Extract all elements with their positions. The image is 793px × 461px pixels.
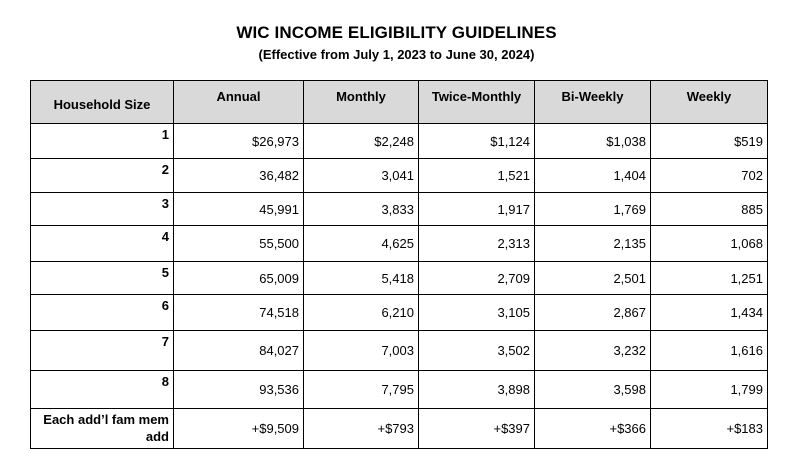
monthly-cell: 7,795 (304, 371, 419, 409)
table-row (31, 159, 768, 193)
monthly-cell: 5,418 (304, 262, 419, 295)
document-title: WIC INCOME ELIGIBILITY GUIDELINES (236, 23, 557, 42)
monthly-cell: 6,210 (304, 295, 419, 331)
additional-member-label-line2: add (145, 429, 169, 444)
monthly-cell: $2,248 (304, 124, 419, 159)
bi-weekly-cell: 2,867 (535, 295, 651, 331)
bi-weekly-cell: 2,501 (535, 262, 651, 295)
table-header-row (31, 81, 768, 124)
twice-monthly-cell: 2,313 (419, 226, 535, 262)
weekly-cell: 1,799 (651, 371, 768, 409)
table-row (31, 262, 768, 295)
household-size-cell: 6 (31, 295, 174, 331)
twice-monthly-cell: 3,105 (419, 295, 535, 331)
household-size-cell: 4 (31, 226, 174, 262)
household-size-cell: 5 (31, 262, 174, 295)
annual-cell: 84,027 (174, 331, 304, 371)
twice-monthly-cell: 3,898 (419, 371, 535, 409)
twice-monthly-cell: 1,521 (419, 159, 535, 193)
bi-weekly-cell: 1,404 (535, 159, 651, 193)
header-annual: Annual (174, 81, 304, 124)
header-household-size: Household Size (31, 81, 174, 124)
household-size-cell: 8 (31, 371, 174, 409)
header-bi-weekly: Bi-Weekly (535, 81, 651, 124)
household-size-cell: 2 (31, 159, 174, 193)
household-size-cell: 7 (31, 331, 174, 371)
twice-monthly-cell: +$397 (419, 409, 535, 449)
annual-cell: 93,536 (174, 371, 304, 409)
document-subtitle: (Effective from July 1, 2023 to June 30, 2024) (258, 47, 535, 62)
bi-weekly-cell: +$366 (535, 409, 651, 449)
header-weekly: Weekly (651, 81, 768, 124)
weekly-cell: 1,068 (651, 226, 768, 262)
bi-weekly-cell: 2,135 (535, 226, 651, 262)
table-row (31, 371, 768, 409)
annual-cell: 74,518 (174, 295, 304, 331)
table-row (31, 295, 768, 331)
eligibility-table (30, 80, 768, 449)
monthly-cell: 3,041 (304, 159, 419, 193)
weekly-cell: 702 (651, 159, 768, 193)
twice-monthly-cell: 1,917 (419, 193, 535, 226)
weekly-cell: +$183 (651, 409, 768, 449)
table-row (31, 331, 768, 371)
annual-cell: +$9,509 (174, 409, 304, 449)
table-row (31, 226, 768, 262)
annual-cell: 65,009 (174, 262, 304, 295)
weekly-cell: 1,434 (651, 295, 768, 331)
annual-cell: 55,500 (174, 226, 304, 262)
bi-weekly-cell: 3,598 (535, 371, 651, 409)
weekly-cell: 1,616 (651, 331, 768, 371)
monthly-cell: 3,833 (304, 193, 419, 226)
table-row (31, 193, 768, 226)
twice-monthly-cell: 3,502 (419, 331, 535, 371)
additional-member-label-line1: Each add’l fam mem (43, 412, 169, 427)
annual-cell: $26,973 (174, 124, 304, 159)
weekly-cell: 885 (651, 193, 768, 226)
twice-monthly-cell: $1,124 (419, 124, 535, 159)
table-row (31, 124, 768, 159)
table-row-additional-member (31, 409, 768, 449)
monthly-cell: 4,625 (304, 226, 419, 262)
monthly-cell: 7,003 (304, 331, 419, 371)
additional-member-label (31, 409, 174, 449)
twice-monthly-cell: 2,709 (419, 262, 535, 295)
bi-weekly-cell: 1,769 (535, 193, 651, 226)
household-size-cell: 3 (31, 193, 174, 226)
annual-cell: 45,991 (174, 193, 304, 226)
weekly-cell: $519 (651, 124, 768, 159)
header-twice-monthly: Twice-Monthly (419, 81, 535, 124)
monthly-cell: +$793 (304, 409, 419, 449)
annual-cell: 36,482 (174, 159, 304, 193)
household-size-cell: 1 (31, 124, 174, 159)
weekly-cell: 1,251 (651, 262, 768, 295)
header-monthly: Monthly (304, 81, 419, 124)
bi-weekly-cell: 3,232 (535, 331, 651, 371)
bi-weekly-cell: $1,038 (535, 124, 651, 159)
